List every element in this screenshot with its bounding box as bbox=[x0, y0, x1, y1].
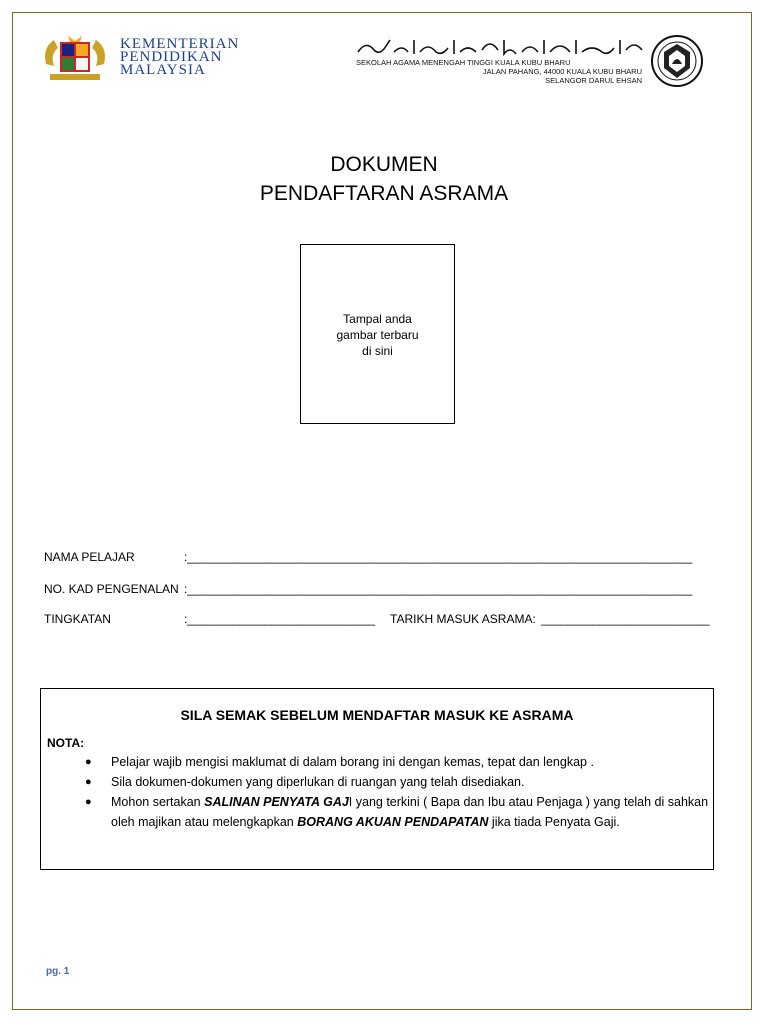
nama-pelajar-label: NAMA PELAJAR bbox=[44, 550, 135, 564]
ministry-line-2: PENDIDIKAN bbox=[120, 49, 223, 65]
tingkatan-label: TINGKATAN bbox=[44, 612, 111, 626]
title-line-2: PENDAFTARAN ASRAMA bbox=[259, 182, 509, 205]
arabic-calligraphy-logo bbox=[356, 36, 646, 58]
note-item-2-text: Sila dokumen-dokumen yang diperlukan di ruangan yang telah disediakan. bbox=[111, 775, 525, 789]
photo-line-2: gambar terbaru bbox=[336, 328, 419, 342]
school-line-1: SEKOLAH AGAMA MENENGAH TINGGI KUALA KUBU BHARU bbox=[356, 58, 571, 67]
school-line-3: SELANGOR DARUL EHSAN bbox=[545, 76, 642, 85]
kad-pengenalan-label: NO. KAD PENGENALAN bbox=[44, 582, 179, 596]
tarikh-masuk-field[interactable]: __________________________ bbox=[541, 612, 710, 626]
note-item-3-mid: I yang terkini ( Bapa dan Ibu atau Penjaga ) yang telah di sahkan oleh majikan atau melengkapkan bbox=[111, 795, 709, 829]
nama-pelajar-field[interactable]: :______________________________________________________________________________ bbox=[184, 550, 693, 564]
school-address bbox=[356, 58, 642, 85]
notes-title: SILA SEMAK SEBELUM MENDAFTAR MASUK KE ASRAMA bbox=[180, 707, 574, 723]
ministry-name bbox=[120, 38, 239, 77]
page-number: pg. 1 bbox=[46, 966, 70, 977]
note-item-1-text: Pelajar wajib mengisi maklumat di dalam borang ini dengan kemas, tepat dan lengkap . bbox=[111, 755, 594, 769]
photo-line-3: di sini bbox=[362, 344, 393, 358]
ministry-crest-logo bbox=[40, 34, 110, 82]
notes-list bbox=[89, 752, 709, 832]
note-item-1 bbox=[89, 752, 709, 772]
note-item-2 bbox=[89, 772, 709, 792]
note-item-3-post: jika tiada Penyata Gaji. bbox=[488, 815, 620, 829]
tingkatan-field[interactable]: :_____________________________ bbox=[184, 612, 375, 626]
ministry-line-3: MALAYSIA bbox=[120, 62, 206, 78]
document-title bbox=[0, 150, 768, 208]
nota-label: NOTA: bbox=[47, 736, 85, 750]
note-item-3-borang: BORANG AKUAN PENDAPATAN bbox=[297, 815, 489, 829]
ministry-line-1: KEMENTERIAN bbox=[120, 36, 240, 52]
note-item-3-pre: Mohon sertakan bbox=[111, 795, 205, 809]
photo-placeholder-box[interactable] bbox=[300, 244, 455, 424]
school-line-2: JALAN PAHANG, 44000 KUALA KUBU BHARU bbox=[482, 67, 642, 76]
note-item-3-salinan: SALINAN PENYATA GAJ bbox=[204, 795, 349, 809]
kad-pengenalan-field[interactable]: :______________________________________________________________________________ bbox=[184, 582, 693, 596]
school-seal-logo bbox=[650, 34, 704, 88]
note-item-3 bbox=[89, 792, 709, 832]
photo-line-1: Tampal anda bbox=[343, 312, 412, 326]
photo-instruction bbox=[301, 311, 454, 359]
tarikh-masuk-label: TARIKH MASUK ASRAMA: bbox=[390, 612, 536, 626]
title-line-1: DOKUMEN bbox=[330, 153, 438, 176]
notes-box bbox=[40, 688, 714, 870]
